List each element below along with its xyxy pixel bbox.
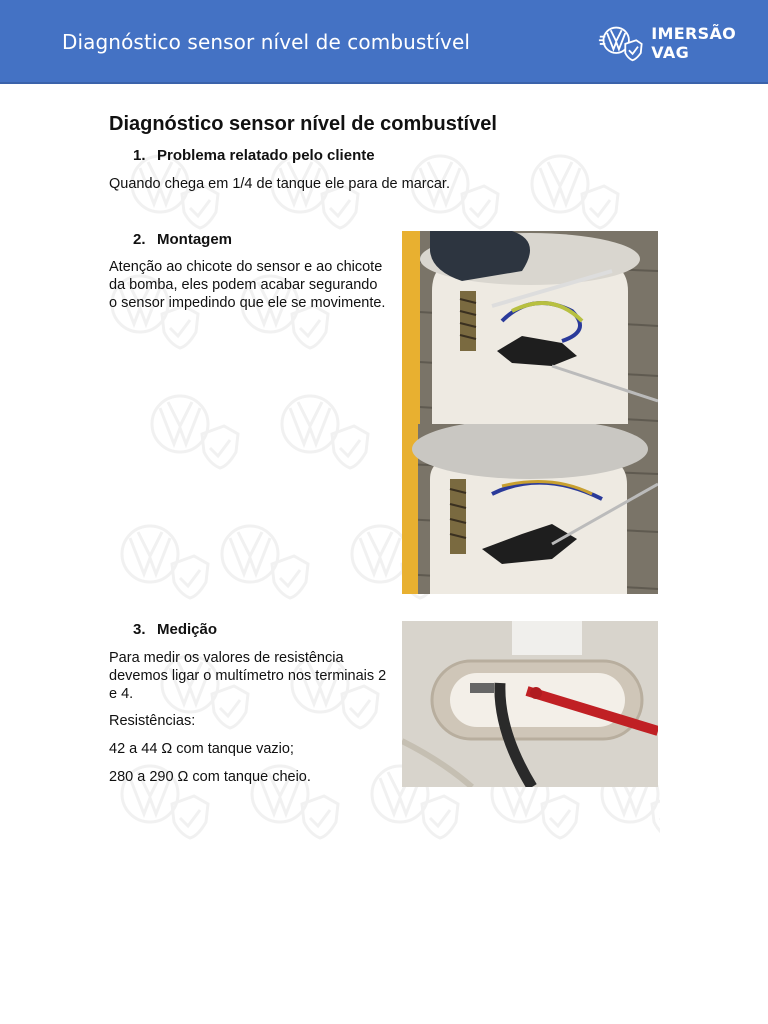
section-number: 2.	[133, 231, 146, 248]
header-title: Diagnóstico sensor nível de combustível	[62, 30, 471, 54]
section-heading-text: Problema relatado pelo cliente	[157, 147, 375, 164]
section-heading-measurement	[133, 621, 217, 638]
header-bar	[0, 0, 768, 84]
resistance-full-value: 280 a 290 Ω com tanque cheio.	[109, 769, 311, 785]
brand-logo	[598, 22, 768, 64]
resistance-empty-value: 42 a 44 Ω com tanque vazio;	[109, 741, 294, 757]
section-heading-problem	[133, 147, 375, 164]
fuel-pump-photo-top	[402, 231, 658, 424]
section-number: 1.	[133, 147, 146, 164]
brand-name: IMERSÃO VAG	[651, 24, 737, 62]
fuel-pump-photo-bottom	[402, 424, 658, 594]
assembly-paragraph: Atenção ao chicote do sensor e ao chicote da bomba, eles podem acabar segurando o sensor impedindo que ele se movimente.	[109, 259, 386, 312]
section-number: 3.	[133, 621, 146, 638]
resistances-label: Resistências:	[109, 713, 196, 729]
section-heading-text: Montagem	[157, 231, 232, 248]
section-heading-assembly	[133, 231, 232, 248]
measurement-paragraph: Para medir os valores de resistência devemos ligar o multímetro nos terminais 2 e 4.	[109, 650, 387, 703]
multimeter-connector-photo	[402, 621, 658, 787]
document-title: Diagnóstico sensor nível de combustível	[109, 113, 497, 135]
vw-logo-shield-icon	[598, 22, 645, 64]
problem-paragraph: Quando chega em 1/4 de tanque ele para de marcar.	[109, 176, 450, 192]
section-heading-text: Medição	[157, 621, 218, 638]
